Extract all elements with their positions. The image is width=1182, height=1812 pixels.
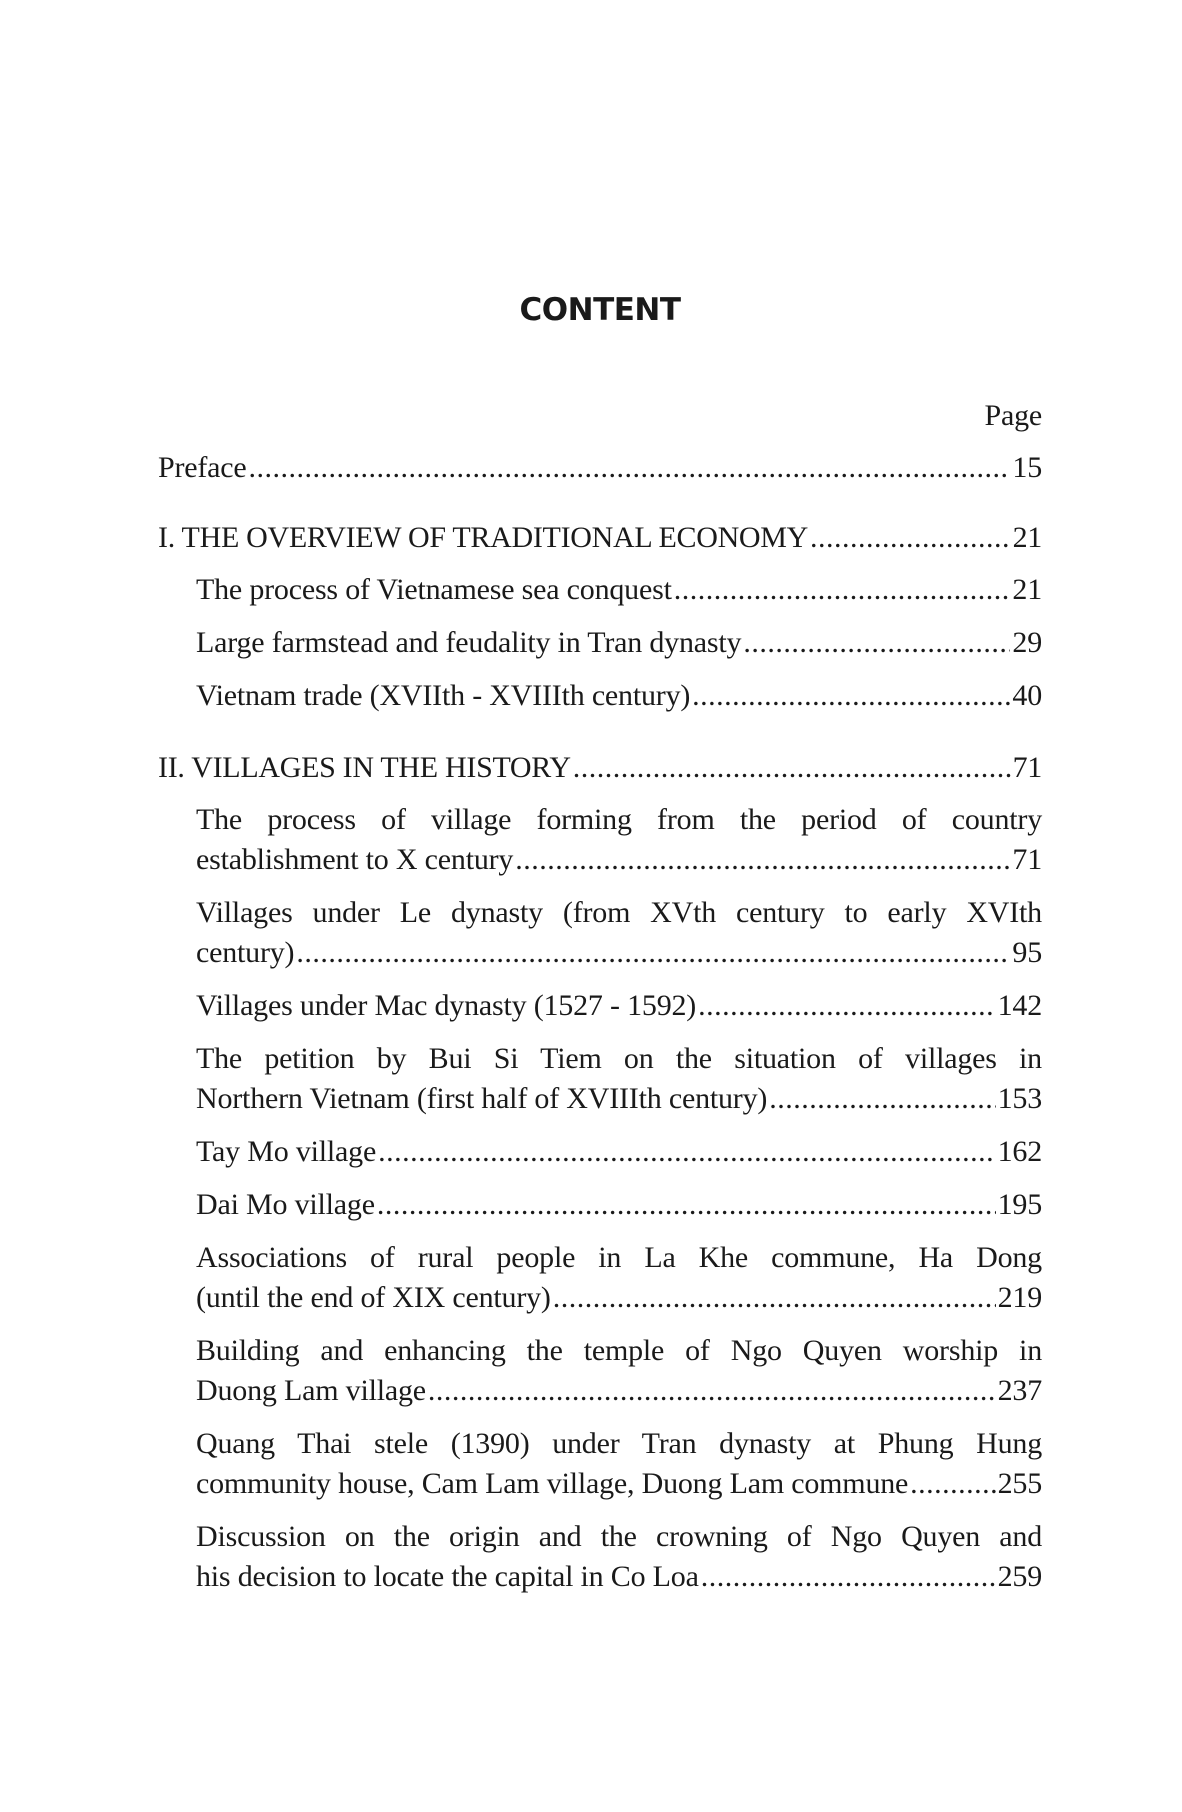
toc-entry-title-line: The petition by Bui Si Tiem on the situation of villages in <box>196 1042 1042 1075</box>
toc-entry[interactable] <box>196 986 1042 1026</box>
dot-leader <box>769 1079 995 1119</box>
toc-entry-preface[interactable] <box>158 448 1042 488</box>
toc-page-number: 95 <box>1012 936 1042 969</box>
toc-page-number: 237 <box>997 1374 1042 1407</box>
toc-page-number: 255 <box>997 1467 1042 1500</box>
toc-entry[interactable] <box>196 1185 1042 1225</box>
toc-section-heading[interactable] <box>158 748 1042 788</box>
page-column-label: Page <box>984 399 1042 432</box>
dot-leader <box>910 1464 995 1504</box>
toc-entry-title: Vietnam trade (XVIIth - XVIIIth century) <box>196 679 691 712</box>
toc-entry-title-line: Associations of rural people in La Khe commune, Ha Dong <box>196 1241 1042 1274</box>
dot-leader <box>296 933 1010 973</box>
dot-leader <box>573 748 1011 788</box>
toc-entry[interactable] <box>196 570 1042 610</box>
dot-leader <box>810 518 1011 558</box>
dot-leader <box>377 1185 996 1225</box>
toc-entry-title: Preface <box>158 451 247 484</box>
toc-entry-title: Duong Lam village <box>196 1374 426 1407</box>
toc-page-number: 259 <box>997 1560 1042 1593</box>
toc-entry[interactable] <box>196 623 1042 663</box>
toc-section-title: II. VILLAGES IN THE HISTORY <box>158 751 571 784</box>
toc-entry-title-line: Villages under Le dynasty (from XVth century to early XVIth <box>196 896 1042 929</box>
dot-leader <box>249 448 1011 488</box>
dot-leader <box>743 623 1010 663</box>
toc-page-number: 71 <box>1012 751 1042 784</box>
toc-entry[interactable] <box>196 1238 1042 1318</box>
dot-leader <box>378 1132 996 1172</box>
dot-leader <box>701 1557 996 1597</box>
page-title: CONTENT <box>519 292 681 328</box>
toc-page-number: 29 <box>1012 626 1042 659</box>
dot-leader <box>674 570 1011 610</box>
toc-entry-title: Tay Mo village <box>196 1135 377 1168</box>
toc-entry[interactable] <box>196 1517 1042 1597</box>
toc-entry-title: century) <box>196 936 295 969</box>
dot-leader <box>428 1371 996 1411</box>
toc-entry-title-line: Quang Thai stele (1390) under Tran dynasty at Phung Hung <box>196 1427 1042 1460</box>
toc-page-number: 21 <box>1012 521 1042 554</box>
toc-entry[interactable] <box>196 893 1042 973</box>
toc-entry-title: (until the end of XIX century) <box>196 1281 551 1314</box>
toc-entry-title: community house, Cam Lam village, Duong Lam commune <box>196 1467 909 1500</box>
toc-page-number: 219 <box>997 1281 1042 1314</box>
toc-entry-title: The process of Vietnamese sea conquest <box>196 573 672 606</box>
toc-page-number: 142 <box>997 989 1042 1022</box>
toc-entry-title: his decision to locate the capital in Co Loa <box>196 1560 699 1593</box>
toc-entry[interactable] <box>196 1039 1042 1119</box>
dot-leader <box>692 676 1010 716</box>
toc-page-number: 15 <box>1012 451 1042 484</box>
toc-entry[interactable] <box>196 800 1042 880</box>
toc-section-title: I. THE OVERVIEW OF TRADITIONAL ECONOMY <box>158 521 809 554</box>
toc-section-heading[interactable] <box>158 518 1042 558</box>
toc-sections <box>158 518 1042 1597</box>
toc-page-number: 153 <box>997 1082 1042 1115</box>
toc-entry[interactable] <box>196 1331 1042 1411</box>
toc-page-number: 40 <box>1012 679 1042 712</box>
toc-entry-title: Dai Mo village <box>196 1188 375 1221</box>
toc-entry-title-line: The process of village forming from the period of country <box>196 803 1042 836</box>
table-of-contents <box>158 290 1042 1629</box>
dot-leader <box>553 1278 996 1318</box>
toc-page-number: 195 <box>997 1188 1042 1221</box>
toc-entry-title: Large farmstead and feudality in Tran dynasty <box>196 626 742 659</box>
toc-entry-title-line: Discussion on the origin and the crowning of Ngo Quyen and <box>196 1520 1042 1553</box>
toc-page-number: 21 <box>1012 573 1042 606</box>
toc-page-number: 71 <box>1012 843 1042 876</box>
toc-entry-title: Northern Vietnam (first half of XVIIIth century) <box>196 1082 768 1115</box>
toc-entry-title: establishment to X century <box>196 843 514 876</box>
dot-leader <box>698 986 996 1026</box>
toc-entry[interactable] <box>196 1132 1042 1172</box>
toc-entry-title: Villages under Mac dynasty (1527 - 1592) <box>196 989 697 1022</box>
toc-entry[interactable] <box>196 676 1042 716</box>
toc-entry-title-line: Building and enhancing the temple of Ngo Quyen worship in <box>196 1334 1042 1367</box>
toc-entry[interactable] <box>196 1424 1042 1504</box>
dot-leader <box>515 840 1010 880</box>
toc-page-number: 162 <box>997 1135 1042 1168</box>
